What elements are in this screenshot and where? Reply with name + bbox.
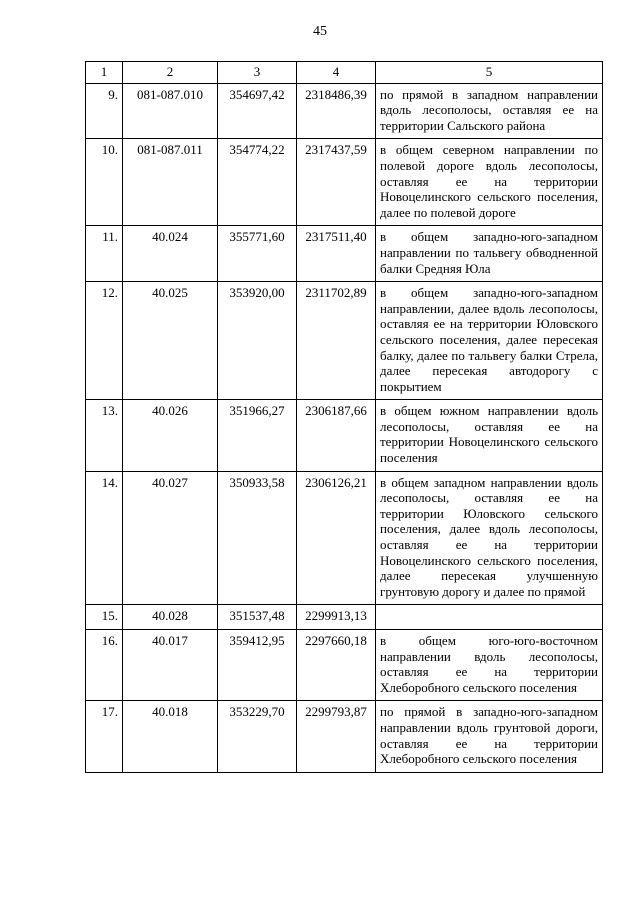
table-header-row xyxy=(86,62,603,84)
point-id: 40.018 xyxy=(123,701,218,772)
table-row xyxy=(86,605,603,630)
coordinate-y: 2317437,59 xyxy=(297,139,376,226)
column-header-1: 1 xyxy=(86,62,123,84)
table-row xyxy=(86,701,603,772)
row-number: 11. xyxy=(86,226,123,282)
boundary-description: в общем юго-юго-восточном направлении вдоль лесополосы, оставляя ее на территории Хлеборобного сельского поселения xyxy=(376,630,603,701)
coordinate-y: 2311702,89 xyxy=(297,282,376,400)
table-row xyxy=(86,83,603,139)
coordinate-x: 351537,48 xyxy=(218,605,297,630)
coordinate-x: 353229,70 xyxy=(218,701,297,772)
boundary-description: в общем западном направлении вдоль лесополосы, оставляя ее на территории Юловского сельского поселения, далее вдоль лесополосы, оставляя ее на территории Новоцелинского сельского поселения, далее пересекая улучшенную грунтовую дорогу и далее по прямой xyxy=(376,471,603,605)
boundary-description: по прямой в западном направлении вдоль лесополосы, оставляя ее на территории Сальского района xyxy=(376,83,603,139)
coordinate-y: 2299913,13 xyxy=(297,605,376,630)
column-header-2: 2 xyxy=(123,62,218,84)
table-row xyxy=(86,226,603,282)
boundary-description: в общем западно-юго-западном направлении по тальвегу обводненной балки Средняя Юла xyxy=(376,226,603,282)
column-header-4: 4 xyxy=(297,62,376,84)
row-number: 10. xyxy=(86,139,123,226)
boundary-description: по прямой в западно-юго-западном направлении вдоль грунтовой дороги, оставляя ее на территории Хлеборобного сельского поселения xyxy=(376,701,603,772)
point-id: 40.027 xyxy=(123,471,218,605)
row-number: 9. xyxy=(86,83,123,139)
row-number: 17. xyxy=(86,701,123,772)
boundary-description: в общем западно-юго-западном направлении, далее вдоль лесополосы, оставляя ее на территории Юловского сельского поселения, далее пересекая балку, далее по тальвегу балки Стрела, далее пересекая автодорогу с покрытием xyxy=(376,282,603,400)
coordinate-x: 354697,42 xyxy=(218,83,297,139)
row-number: 16. xyxy=(86,630,123,701)
point-id: 40.024 xyxy=(123,226,218,282)
page-number: 45 xyxy=(313,24,327,39)
point-id: 40.028 xyxy=(123,605,218,630)
coordinate-x: 351966,27 xyxy=(218,400,297,471)
boundary-description: в общем северном направлении по полевой дороге вдоль лесополосы, оставляя ее на территории Новоцелинского сельского поселения, далее по полевой дороге xyxy=(376,139,603,226)
point-id: 40.017 xyxy=(123,630,218,701)
coordinate-y: 2299793,87 xyxy=(297,701,376,772)
boundary-points-table xyxy=(85,61,603,773)
table-row xyxy=(86,471,603,605)
point-id: 081-087.011 xyxy=(123,139,218,226)
coordinate-y: 2297660,18 xyxy=(297,630,376,701)
coordinate-x: 359412,95 xyxy=(218,630,297,701)
table-row xyxy=(86,282,603,400)
point-id: 40.026 xyxy=(123,400,218,471)
row-number: 12. xyxy=(86,282,123,400)
table-row xyxy=(86,400,603,471)
table-row xyxy=(86,139,603,226)
row-number: 15. xyxy=(86,605,123,630)
column-header-3: 3 xyxy=(218,62,297,84)
coordinate-x: 353920,00 xyxy=(218,282,297,400)
table-row xyxy=(86,630,603,701)
row-number: 14. xyxy=(86,471,123,605)
boundary-description: в общем южном направлении вдоль лесополосы, оставляя ее на территории Новоцелинского сельского поселения xyxy=(376,400,603,471)
coordinate-x: 354774,22 xyxy=(218,139,297,226)
coordinate-y: 2317511,40 xyxy=(297,226,376,282)
coordinate-y: 2306126,21 xyxy=(297,471,376,605)
coordinate-y: 2318486,39 xyxy=(297,83,376,139)
point-id: 40.025 xyxy=(123,282,218,400)
coordinate-x: 350933,58 xyxy=(218,471,297,605)
column-header-5: 5 xyxy=(376,62,603,84)
row-number: 13. xyxy=(86,400,123,471)
point-id: 081-087.010 xyxy=(123,83,218,139)
coordinate-y: 2306187,66 xyxy=(297,400,376,471)
coordinate-x: 355771,60 xyxy=(218,226,297,282)
boundary-description xyxy=(376,605,603,630)
